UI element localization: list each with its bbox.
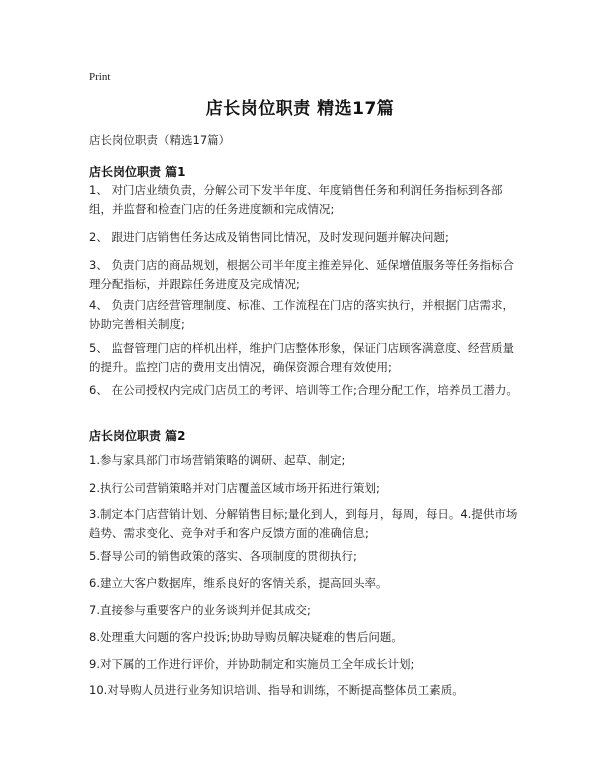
section-heading-2: 店长岗位职责 篇2 [89, 429, 186, 443]
section2-item-1: 1.参与家具部门市场营销策略的调研、起草、制定; [89, 453, 346, 467]
print-link[interactable]: Print [89, 71, 111, 83]
section2-item-6: 7.直接参与重要客户的业务谈判并促其成交; [89, 603, 311, 617]
section2-item-5: 6.建立大客户数据库，维系良好的客情关系，提高回头率。 [89, 576, 388, 590]
section1-item-4: 4、 负责门店经营管理制度、标准、工作流程在门店的落实执行，并根据门店需求，协助完善相关制度; [89, 298, 514, 331]
section2-item-3: 3.制定本门店营销计划、分解销售目标;量化到人，到每月，每周，每日。4.提供市场趋势、需求变化、竞争对手和客户反馈方面的准确信息; [89, 507, 518, 540]
section2-item-8: 9.对下属的工作进行评价，并协助制定和实施员工全年成长计划; [89, 657, 415, 671]
section-heading-1: 店长岗位职责 篇1 [89, 165, 186, 179]
section2-item-7: 8.处理重大问题的客户投诉;协助导购员解决疑难的售后问题。 [89, 630, 403, 644]
document-subtitle: 店长岗位职责（精选17篇） [89, 133, 231, 147]
page-title: 店长岗位职责 精选17篇 [205, 99, 395, 119]
section1-item-5: 5、 监督管理门店的样机出样，维护门店整体形象，保证门店顾客满意度、经营质量的提升。监控门店的费用支出情况，确保资源合理有效使用; [89, 341, 514, 374]
section2-item-9: 10.对导购人员进行业务知识培训、指导和训练，不断提高整体员工素质。 [89, 683, 464, 697]
section2-item-4: 5.督导公司的销售政策的落实、各项制度的贯彻执行; [89, 549, 357, 563]
section1-item-3: 3、 负责门店的商品规划，根据公司半年度主推差异化、延保增值服务等任务指标合理分配指标，并跟踪任务进度及完成情况; [89, 258, 514, 291]
section1-item-6: 6、 在公司授权内完成门店员工的考评、培训等工作;合理分配工作，培养员工潜力。 [89, 383, 518, 397]
section1-item-2: 2、 跟进门店销售任务达成及销售同比情况，及时发现问题并解决问题; [89, 230, 449, 244]
section2-item-2: 2.执行公司营销策略并对门店覆盖区域市场开拓进行策划; [89, 481, 380, 495]
section1-item-1: 1、 对门店业绩负责，分解公司下发半年度、年度销售任务和利润任务指标到各部组，并监督和检查门店的任务进度额和完成情况; [89, 183, 503, 216]
